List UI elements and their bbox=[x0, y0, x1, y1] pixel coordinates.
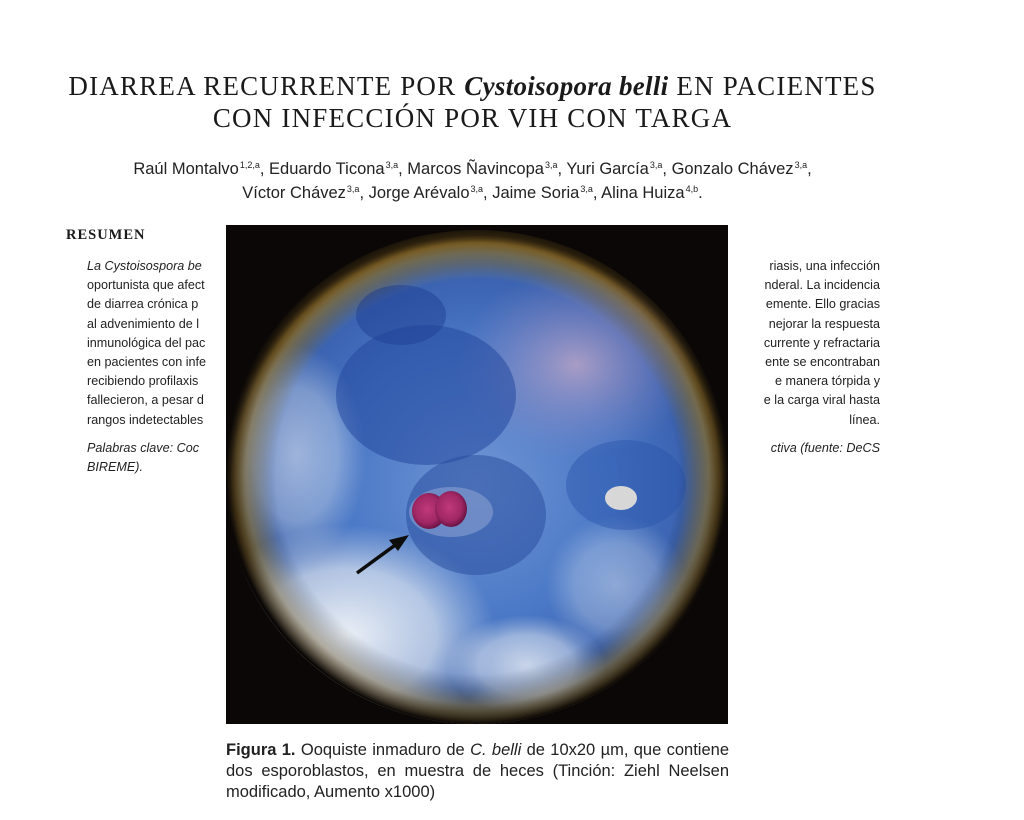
author-name: Yuri García bbox=[566, 160, 649, 178]
caption-text-post: de 10x20 µm, que contiene dos esporoblastos, en muestra de heces (Tinción: Ziehl Neelsen modificado, Aumento x1000) bbox=[226, 741, 729, 801]
title-part-2: EN PACIENTES bbox=[668, 71, 877, 101]
title-line-1 bbox=[0, 70, 945, 102]
author-separator: , bbox=[557, 160, 567, 178]
abstract-left-column bbox=[87, 257, 227, 477]
author-name: Víctor Chávez bbox=[242, 184, 346, 202]
abstract-line: emente. Ello gracias bbox=[765, 297, 880, 312]
author-separator: , bbox=[398, 160, 408, 178]
author-name: Eduardo Ticona bbox=[269, 160, 385, 178]
abstract-line: oportunista que afect bbox=[87, 278, 205, 293]
caption-text-pre: Ooquiste inmaduro de bbox=[295, 741, 471, 759]
author-name: Jaime Soria bbox=[492, 184, 580, 202]
abstract-line: al advenimiento de l bbox=[87, 316, 200, 331]
author-line-1 bbox=[0, 157, 945, 181]
author-separator: , bbox=[662, 160, 672, 178]
author-name: Marcos Ñavincopa bbox=[407, 160, 544, 178]
abstract-line: nejorar la respuesta bbox=[768, 316, 880, 331]
abstract-gap bbox=[728, 430, 880, 439]
author-separator: , bbox=[259, 160, 270, 178]
abstract-line: La Cystoisospora be bbox=[87, 259, 202, 273]
abstract-line: de diarrea crónica p bbox=[87, 297, 199, 312]
author-name: Raúl Montalvo bbox=[133, 160, 239, 178]
caption-species: C. belli bbox=[470, 741, 522, 759]
title-species: Cystoisopora belli bbox=[464, 71, 669, 101]
author-separator: , bbox=[359, 184, 369, 202]
abstract-line: rangos indetectables bbox=[87, 412, 204, 427]
author-separator: , bbox=[483, 184, 493, 202]
author-affiliation: 1,2,a bbox=[239, 160, 260, 170]
keywords-line: BIREME). bbox=[87, 459, 143, 474]
author-separator: , bbox=[807, 160, 812, 178]
author-affiliation: 3,a bbox=[794, 160, 808, 170]
abstract-line: fallecieron, a pesar d bbox=[87, 393, 204, 408]
author-name: Gonzalo Chávez bbox=[671, 160, 794, 178]
author-name: Jorge Arévalo bbox=[368, 184, 470, 202]
abstract-heading: RESUMEN bbox=[66, 227, 146, 243]
title-part-1: DIARREA RECURRENTE POR bbox=[68, 71, 465, 101]
abstract-right-column bbox=[728, 257, 880, 458]
caption-label: Figura 1. bbox=[226, 741, 296, 759]
author-separator: . bbox=[698, 184, 703, 202]
author-affiliation: 3,a bbox=[544, 160, 558, 170]
abstract-line: currente y refractaria bbox=[763, 335, 880, 350]
author-affiliation: 3,a bbox=[385, 160, 399, 170]
abstract-line: riasis, una infección bbox=[769, 259, 880, 273]
keywords-line: Palabras clave: Coc bbox=[87, 440, 199, 455]
author-affiliation: 3,a bbox=[346, 184, 360, 194]
abstract-line: línea. bbox=[849, 412, 880, 427]
abstract-line: nderal. La incidencia bbox=[764, 278, 880, 293]
abstract-line: en pacientes con infe bbox=[87, 354, 207, 369]
title-line-2: CON INFECCIÓN POR VIH CON TARGA bbox=[212, 103, 733, 133]
paper-title bbox=[0, 70, 945, 134]
author-affiliation: 3,a bbox=[580, 184, 593, 194]
micrograph-image bbox=[226, 225, 728, 724]
keywords-line: ctiva (fuente: DeCS bbox=[770, 440, 880, 455]
abstract-line: recibiendo profilaxis bbox=[87, 374, 199, 389]
abstract-line: e manera tórpida y bbox=[774, 374, 880, 389]
abstract-line: e la carga viral hasta bbox=[763, 393, 880, 408]
author-separator: , bbox=[592, 184, 602, 202]
figure-caption bbox=[226, 740, 729, 803]
abstract-gap bbox=[87, 430, 227, 439]
author-affiliation: 4,b bbox=[685, 184, 699, 194]
micrograph-figure bbox=[226, 225, 728, 724]
author-line-2 bbox=[0, 181, 945, 205]
author-list bbox=[0, 157, 945, 205]
author-affiliation: 3,a bbox=[649, 160, 663, 170]
author-affiliation: 3,a bbox=[470, 184, 484, 194]
author-name: Alina Huiza bbox=[601, 184, 685, 202]
abstract-line: ente se encontraban bbox=[765, 354, 880, 369]
abstract-line: inmunológica del pac bbox=[87, 335, 206, 350]
